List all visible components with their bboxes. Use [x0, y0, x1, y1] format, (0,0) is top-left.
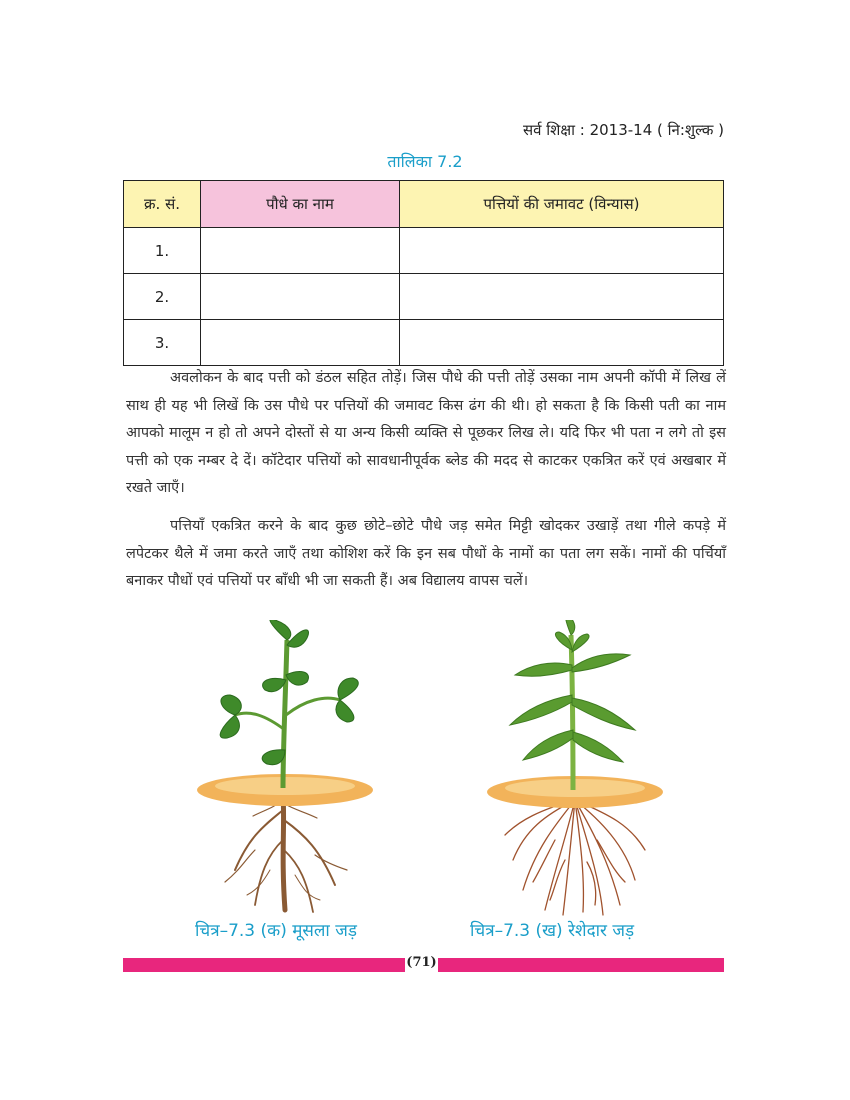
footer-bar-right [438, 958, 724, 972]
table-row [124, 320, 724, 366]
empty-cell [201, 274, 400, 320]
row-serial: 3. [124, 320, 201, 366]
fibrous-root-plant-illustration [485, 620, 665, 920]
paragraph-text: अवलोकन के बाद पत्ती को डंठल सहित तोड़ें। जिस पौधे की पत्ती तोड़ें उसका नाम अपनी कॉपी में लिख लें साथ ही यह भी लिखें कि उस पौधे पर पत्तियों की जमावट किस ढंग की थी। हो सकता है कि किसी पती का नाम आपको मालूम न हो तो अपने दोस्तों से या अन्य किसी व्यक्ति से पूछकर लिख ले। यदि फिर भी पता न लगे तो इस पत्ती को एक नम्बर दे दें। कॉटेदार पत्तियों को सावधानीपूर्वक ब्लेड की मदद से काटकर एकत्रित करें एवं अखबार में रखते जाएँ। [126, 370, 726, 496]
table-header-row [124, 181, 724, 228]
table-row [124, 274, 724, 320]
table-row [124, 228, 724, 274]
empty-cell [400, 320, 724, 366]
empty-cell [201, 228, 400, 274]
row-serial: 2. [124, 274, 201, 320]
footer-bar-left [123, 958, 405, 972]
row-serial: 1. [124, 228, 201, 274]
empty-cell [400, 228, 724, 274]
paragraph-leaf-collection [126, 365, 726, 503]
header-note: सर्व शिक्षा : 2013-14 ( नि:शुल्क ) [523, 121, 724, 139]
figure-caption-taproot: चित्र–7.3 (क) मूसला जड़ [195, 921, 357, 941]
column-header-serial: क्र. सं. [124, 181, 201, 228]
taproot-plant-illustration [195, 620, 375, 920]
paragraph-text: पत्तियाँ एकत्रित करने के बाद कुछ छोटे–छोटे पौधे जड़ समेत मिट्टी खोदकर उखाड़ें तथा गीले कपड़े में लपेटकर थैले में जमा करते जाएँ तथा कोशिश करें कि इन सब पौधों के नामों का पता लग सकें। नामों की पर्चियाँ बनाकर पौधों एवं पत्तियों पर बाँधी भी जा सकती हैं। अब विद्यालय वापस चलें। [126, 518, 726, 589]
page-number: (71) [406, 955, 437, 970]
column-header-plant-name: पौधे का नाम [201, 181, 400, 228]
figure-caption-fibrous-root: चित्र–7.3 (ख) रेशेदार जड़ [470, 921, 635, 941]
column-header-leaf-arrangement: पत्तियों की जमावट (विन्यास) [400, 181, 724, 228]
table-caption: तालिका 7.2 [387, 152, 463, 171]
empty-cell [400, 274, 724, 320]
empty-cell [201, 320, 400, 366]
paragraph-plant-collection [126, 513, 726, 596]
observation-table [123, 180, 724, 366]
